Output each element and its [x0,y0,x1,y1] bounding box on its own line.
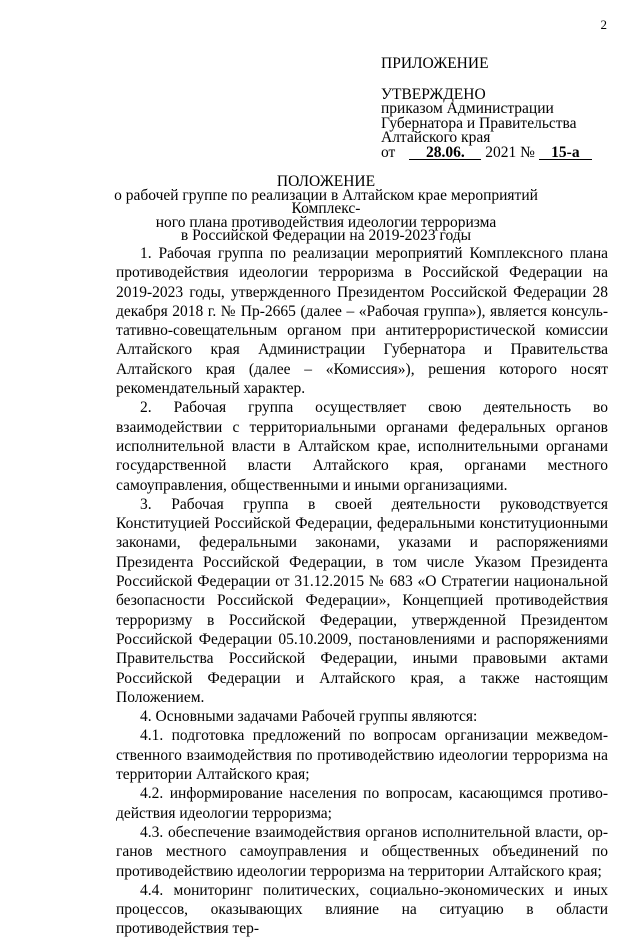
paragraph: 4. Основными задачами Рабочей группы являются: [140,708,478,726]
approval-date-line [381,143,592,161]
paragraph: 1. Рабочая группа по реализации мероприятий Комплексного плана противодействия идеологии терроризма в Российской Федерации на 2019-2023 годы, утвержденного Президентом Российской Федерации 28 декабря 2018 г. № Пр-2665 (далее – «Рабочая группа»), является консультативно-совещательным органом при антитеррористической комиссии Алтайского края Администрации Губернатора и Правительства Алтайского края (далее – «Комиссия»), решения которого носят рекомендательный характер. [116,245,608,398]
paragraph: 4.1. подготовка предложений по вопросам организации межведомственного взаимодействия по противодействию идеологии терроризма на территории Алтайского края; [116,727,608,784]
approved-label: УТВЕРЖДЕНО [381,85,486,103]
date-prefix: от [381,143,396,161]
document-title [96,175,556,243]
approval-line: приказом Администрации [381,100,554,118]
approval-number: 15-а [539,146,592,160]
appendix-label: ПРИЛОЖЕНИЕ [381,55,489,72]
document-body [116,244,608,939]
approval-line: Алтайского края [381,129,491,147]
paragraph: 4.4. мониторинг политических, социально-экономических и иных процессов, оказывающих влияние на ситуацию в области противодействия тер- [116,881,608,938]
title-line: ного плана противодействия идеологии терроризма [155,213,497,231]
paragraph: 4.2. информирование населения по вопросам, касающимся противодействия идеологии терроризма; [116,785,608,822]
number-sign: № [520,143,535,161]
approval-line: Губернатора и Правительства [381,114,577,132]
paragraph: 4.3. обеспечение взаимодействия органов исполнительной власти, органов местного самоуправления и общественных объединений по противодействию идеологии терроризма на территории Алтайского края; [116,823,608,880]
approval-block [381,57,592,161]
page-number: 2 [600,17,607,32]
title-line: в Российской Федерации на 2019-2023 годы [180,227,472,244]
title-heading: ПОЛОЖЕНИЕ [276,173,376,190]
approval-date: 28.06. [409,146,481,160]
paragraph: 3. Рабочая группа в своей деятельности руководствуется Конституцией Российской Федерации, федеральными конституционными законами, федеральными законами, указами и распоряжениями Президента Российской Федерации, в том числе Указом Президента Российской Федерации от 31.12.2015 № 683 «О Стратегии национальной безопасности Российской Федерации», Концепцией противодействия терроризму в Российской Федерации, утвержденной Президентом Российской Федерации 05.10.2009, постановлениями и распоряжениями Правительства Российской Федерации, иными правовыми актами Российской Федерации и Алтайского края, а также настоящим Положением. [116,495,608,706]
approval-year: 2021 [485,143,517,161]
title-line: о рабочей группе по реализации в Алтайском крае мероприятий Комплекс- [114,186,538,217]
paragraph: 2. Рабочая группа осуществляет свою деятельность во взаимодействии с территориальными органами федеральных органов исполнительной власти в Алтайском крае, исполнительными органами государственной власти Алтайского края, органами местного самоуправления, общественными и иными организациями. [116,399,608,494]
